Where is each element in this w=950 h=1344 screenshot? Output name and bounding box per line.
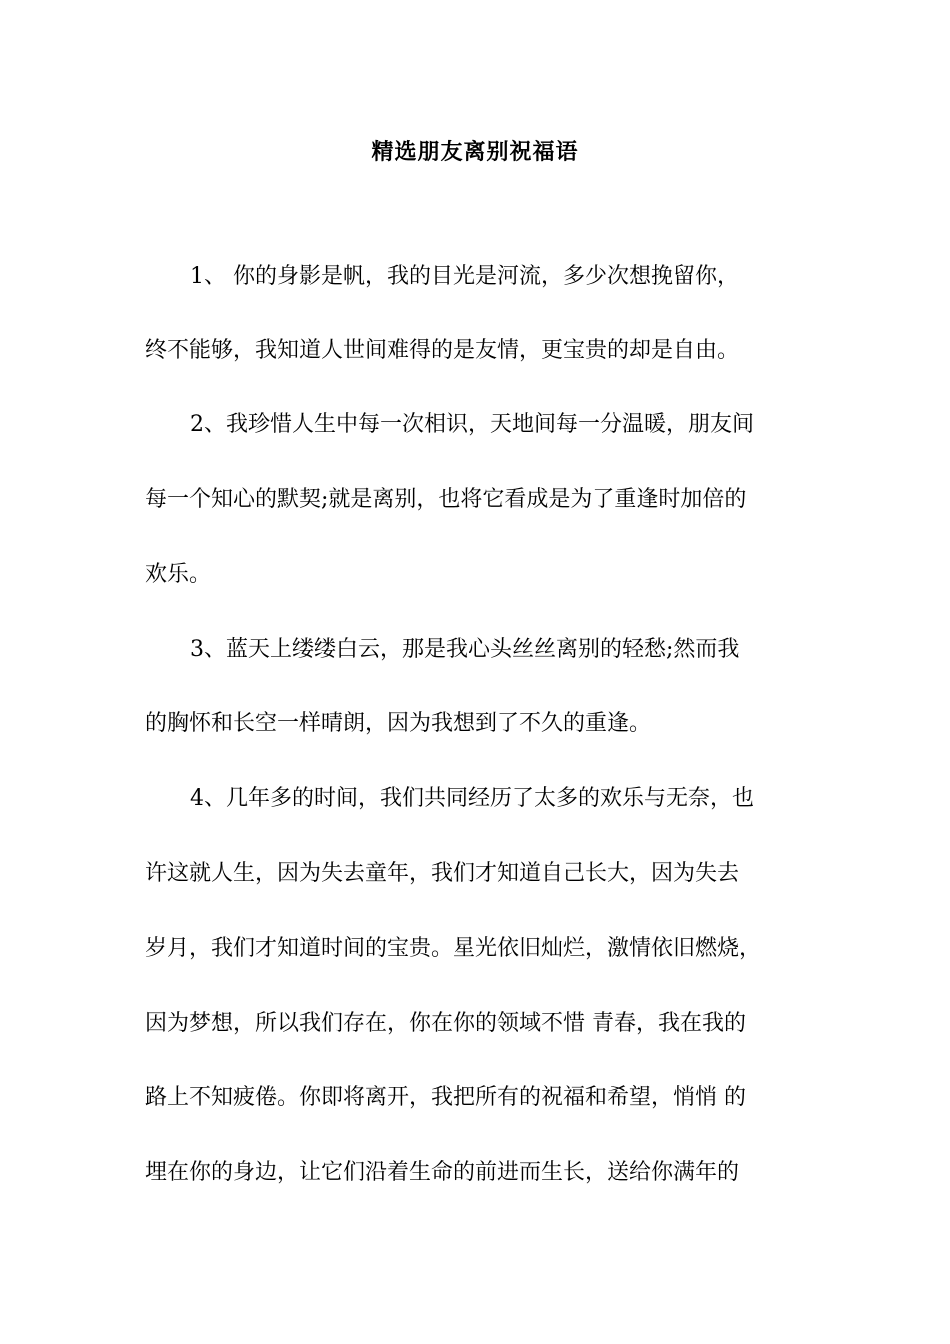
- paragraph-line: 每一个知心的默契;就是离别，也将它看成是为了重逢时加倍的: [145, 487, 747, 512]
- document-title: 精选朋友离别祝福语: [371, 139, 579, 165]
- paragraph-line: 因为梦想，所以我们存在，你在你的领域不惜 青春，我在我的: [145, 1011, 746, 1036]
- paragraph-line: 岁月，我们才知道时间的宝贵。星光依旧灿烂，激情依旧燃烧，: [145, 936, 762, 961]
- paragraph-line: 1、 你的身影是帆，我的目光是河流，多少次想挽留你，: [190, 264, 739, 289]
- paragraph-line: 埋在你的身边，让它们沿着生命的前进而生长，送给你满年的: [145, 1160, 740, 1185]
- paragraph-line: 4、几年多的时间，我们共同经历了太多的欢乐与无奈，也: [190, 786, 754, 811]
- paragraph-line: 欢乐。: [145, 562, 212, 587]
- paragraph-line: 3、蓝天上缕缕白云，那是我心头丝丝离别的轻愁;然而我: [190, 637, 740, 662]
- paragraph-line: 的胸怀和长空一样晴朗，因为我想到了不久的重逢。: [145, 711, 652, 736]
- paragraph-line: 2、我珍惜人生中每一次相识，天地间每一分温暖，朋友间: [190, 412, 754, 437]
- paragraph-line: 终不能够，我知道人世间难得的是友情，更宝贵的却是自由。: [145, 338, 740, 363]
- paragraph-line: 许这就人生，因为失去童年，我们才知道自己长大，因为失去: [145, 861, 740, 886]
- paragraph-line: 路上不知疲倦。你即将离开，我把所有的祝福和希望，悄悄 的: [145, 1085, 746, 1110]
